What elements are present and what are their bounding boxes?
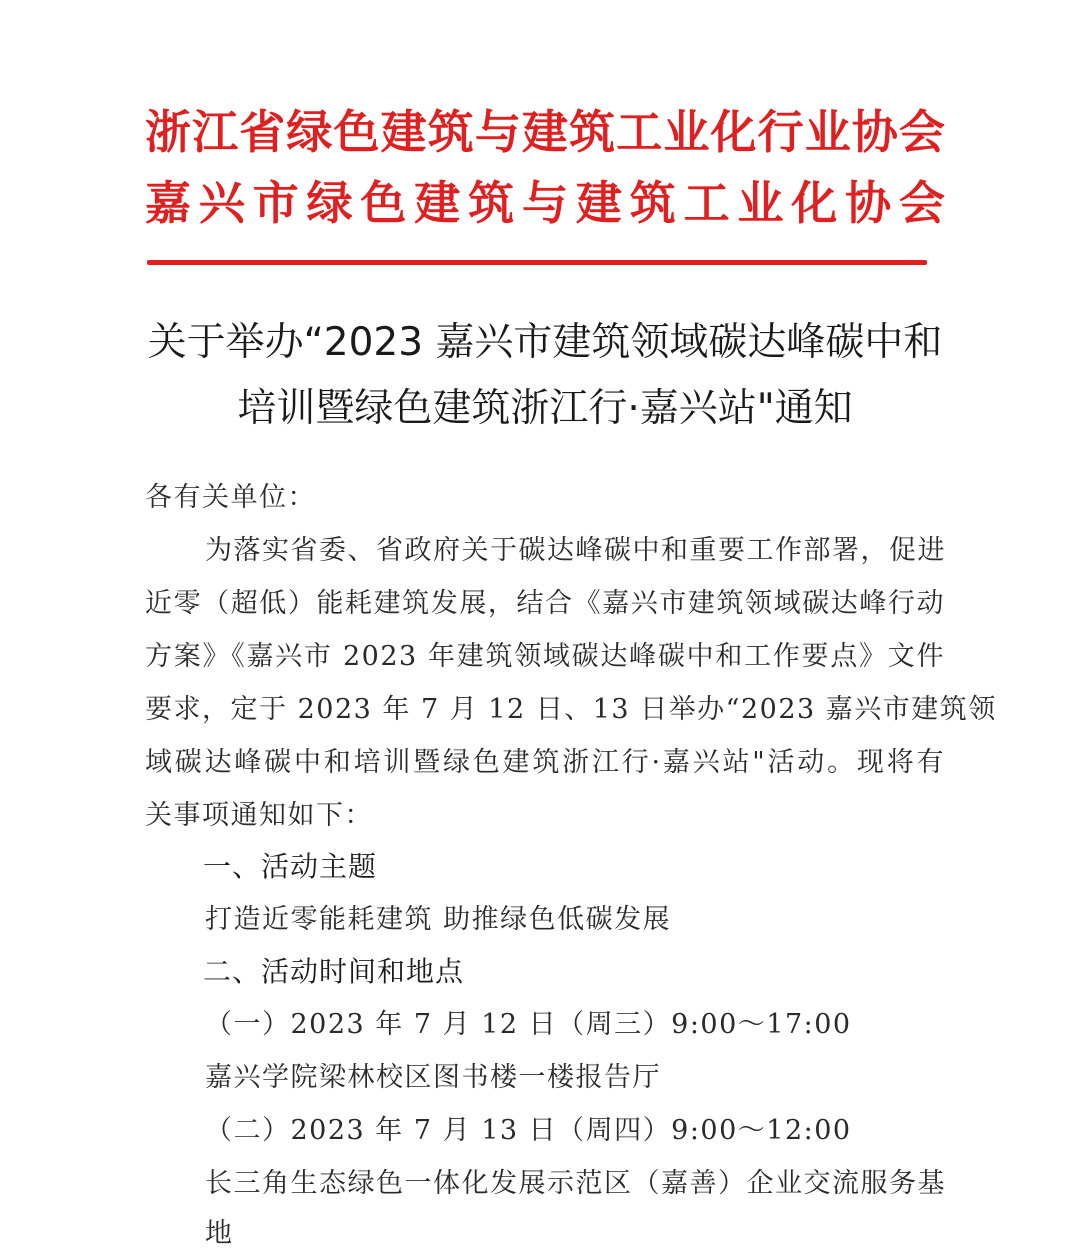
intro-line-4: 要求，定于 2023 年 7 月 12 日、13 日举办“2023 嘉兴市建筑领 [145, 694, 997, 725]
salutation: 各有关单位： [145, 482, 316, 513]
section-2-item-2-place-line-1: 长三角生态绿色一体化发展示范区（嘉善）企业交流服务基 [205, 1168, 946, 1199]
section-2-heading: 二、活动时间和地点 [203, 955, 465, 988]
org-name-jiaxing: 嘉兴市绿色建筑与建筑工业化协会 [145, 176, 945, 230]
section-2-item-1-time: （一）2023 年 7 月 12 日（周三）9:00～17:00 [205, 1009, 852, 1040]
intro-line-1: 为落实省委、省政府关于碳达峰碳中和重要工作部署，促进 [205, 535, 946, 566]
section-2-item-1-place: 嘉兴学院梁林校区图书楼一楼报告厅 [205, 1062, 661, 1093]
notice-title-line-2: 培训暨绿色建筑浙江行·嘉兴站"通知 [237, 386, 853, 431]
section-2-item-2-place-line-2: 地 [205, 1218, 234, 1249]
red-divider [147, 260, 927, 265]
org-name-zhejiang: 浙江省绿色建筑与建筑工业化行业协会 [145, 105, 945, 159]
section-1-heading: 一、活动主题 [203, 850, 378, 883]
intro-line-3: 方案》《嘉兴市 2023 年建筑领域碳达峰碳中和工作要点》文件 [145, 641, 945, 672]
notice-title-line-1: 关于举办“2023 嘉兴市建筑领域碳达峰碳中和 [147, 320, 943, 365]
section-2-item-2-time: （二）2023 年 7 月 13 日（周四）9:00～12:00 [205, 1115, 852, 1146]
section-1-content: 打造近零能耗建筑 助推绿色低碳发展 [205, 904, 672, 935]
intro-line-6: 关事项通知如下： [145, 800, 373, 831]
intro-line-5: 域碳达峰碳中和培训暨绿色建筑浙江行·嘉兴站"活动。现将有 [145, 747, 945, 778]
intro-line-2: 近零（超低）能耗建筑发展，结合《嘉兴市建筑领域碳达峰行动 [145, 588, 945, 619]
